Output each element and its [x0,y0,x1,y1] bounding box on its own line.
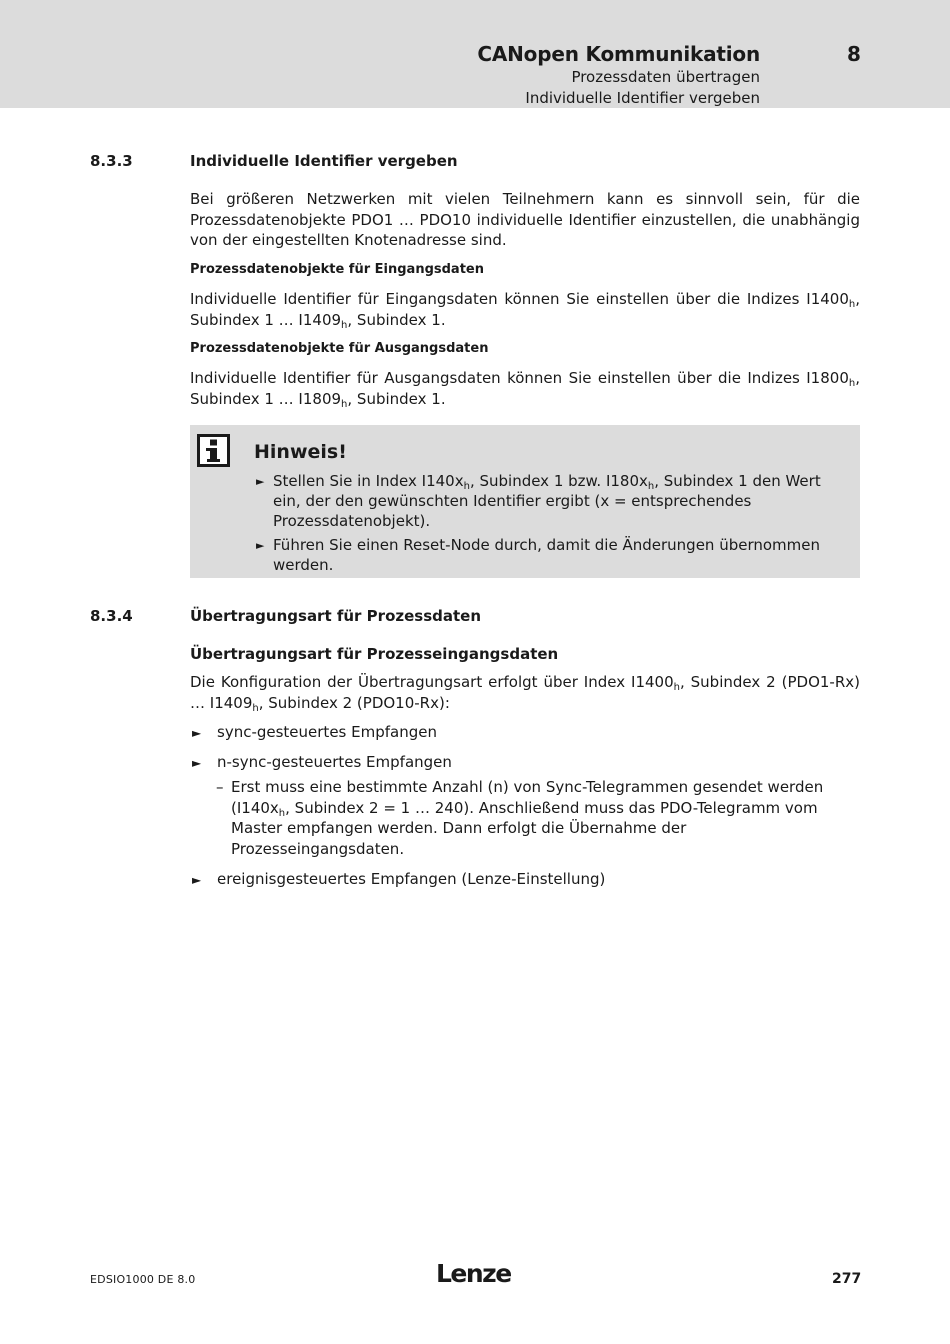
chapter-title: CANopen Kommunikation [477,42,760,66]
input-transmission-heading: Übertragungsart für Prozesseingangsdaten [190,645,559,663]
note-box [190,425,860,578]
triangle-bullet-icon: ► [192,756,202,770]
dash-bullet: – [216,778,224,796]
triangle-bullet-icon: ► [256,475,265,488]
configuration-paragraph: Die Konfiguration der Übertragungsart erfolgt über Index $I1400_h$, Subindex 2 (PDO1-Rx) … $I1409_h$, Subindex 2 (PDO10-Rx): [190,673,860,714]
note-title: Hinweis! [254,441,347,463]
input-data-heading: Prozessdatenobjekte für Eingangsdaten [190,262,484,277]
header-band [0,0,950,108]
section-title-833: Individuelle Identifier vergeben [190,152,458,170]
dash-item-n-sync-detail: – Erst muss eine bestimmte Anzahl (n) von Sync-Telegrammen gesendet werden ($I140x_h$, Subindex 2 = 1 … 240). Anschließend muss das PDO-Telegramm vom Master empfangen werden. Dann erfolgt die Übernahme der Prozesseingangsdaten. [216,778,824,858]
header-subtitle-2: Individuelle Identifier vergeben [525,89,760,107]
section-number-834: 8.3.4 [90,607,133,625]
note-item-2: ► Führen Sie einen Reset-Node durch, damit die Änderungen übernommen werden. [256,536,820,574]
triangle-bullet-icon: ► [256,539,265,552]
output-data-heading: Prozessdatenobjekte für Ausgangsdaten [190,341,489,356]
info-icon [197,434,230,467]
bullet-item-n-sync: ► n-sync-gesteuertes Empfangen [190,752,860,773]
section-title-834: Übertragungsart für Prozessdaten [190,607,482,625]
lenze-logo: Lenze [436,1259,511,1288]
bullet-item-sync: ► sync-gesteuertes Empfangen [190,722,860,743]
triangle-bullet-icon: ► [192,873,202,887]
output-data-paragraph: Individuelle Identifier für Ausgangsdaten können Sie einstellen über die Indizes $I1800_h$, Subindex 1 … $I1809_h$, Subindex 1. [190,369,860,410]
section-number-833: 8.3.3 [90,152,133,170]
chapter-number: 8 [847,42,861,66]
footer-document-id: EDSIO1000 DE 8.0 [90,1273,196,1286]
header-subtitle-1: Prozessdaten übertragen [571,68,760,86]
note-item-1: ► Stellen Sie in Index $I140x_h$, Subindex 1 bzw. $I180x_h$, Subindex 1 den Wert ein, der den gewünschten Identifier ergibt (x = entsprechendes Prozessdatenobjekt). [256,472,821,530]
page-number: 277 [832,1271,862,1287]
triangle-bullet-icon: ► [192,726,202,740]
input-data-paragraph: Individuelle Identifier für Eingangsdaten können Sie einstellen über die Indizes $I1400_h$, Subindex 1 … $I1409_h$, Subindex 1. [190,290,860,331]
bullet-item-event: ► ereignisgesteuertes Empfangen (Lenze-Einstellung) [190,869,860,890]
intro-paragraph: Bei größeren Netzwerken mit vielen Teilnehmern kann es sinnvoll sein, für die Prozessdatenobjekte PDO1 … PDO10 individuelle Identifier einzustellen, die unabhängig von der eingestellten Knotenadresse sind. [190,190,860,249]
